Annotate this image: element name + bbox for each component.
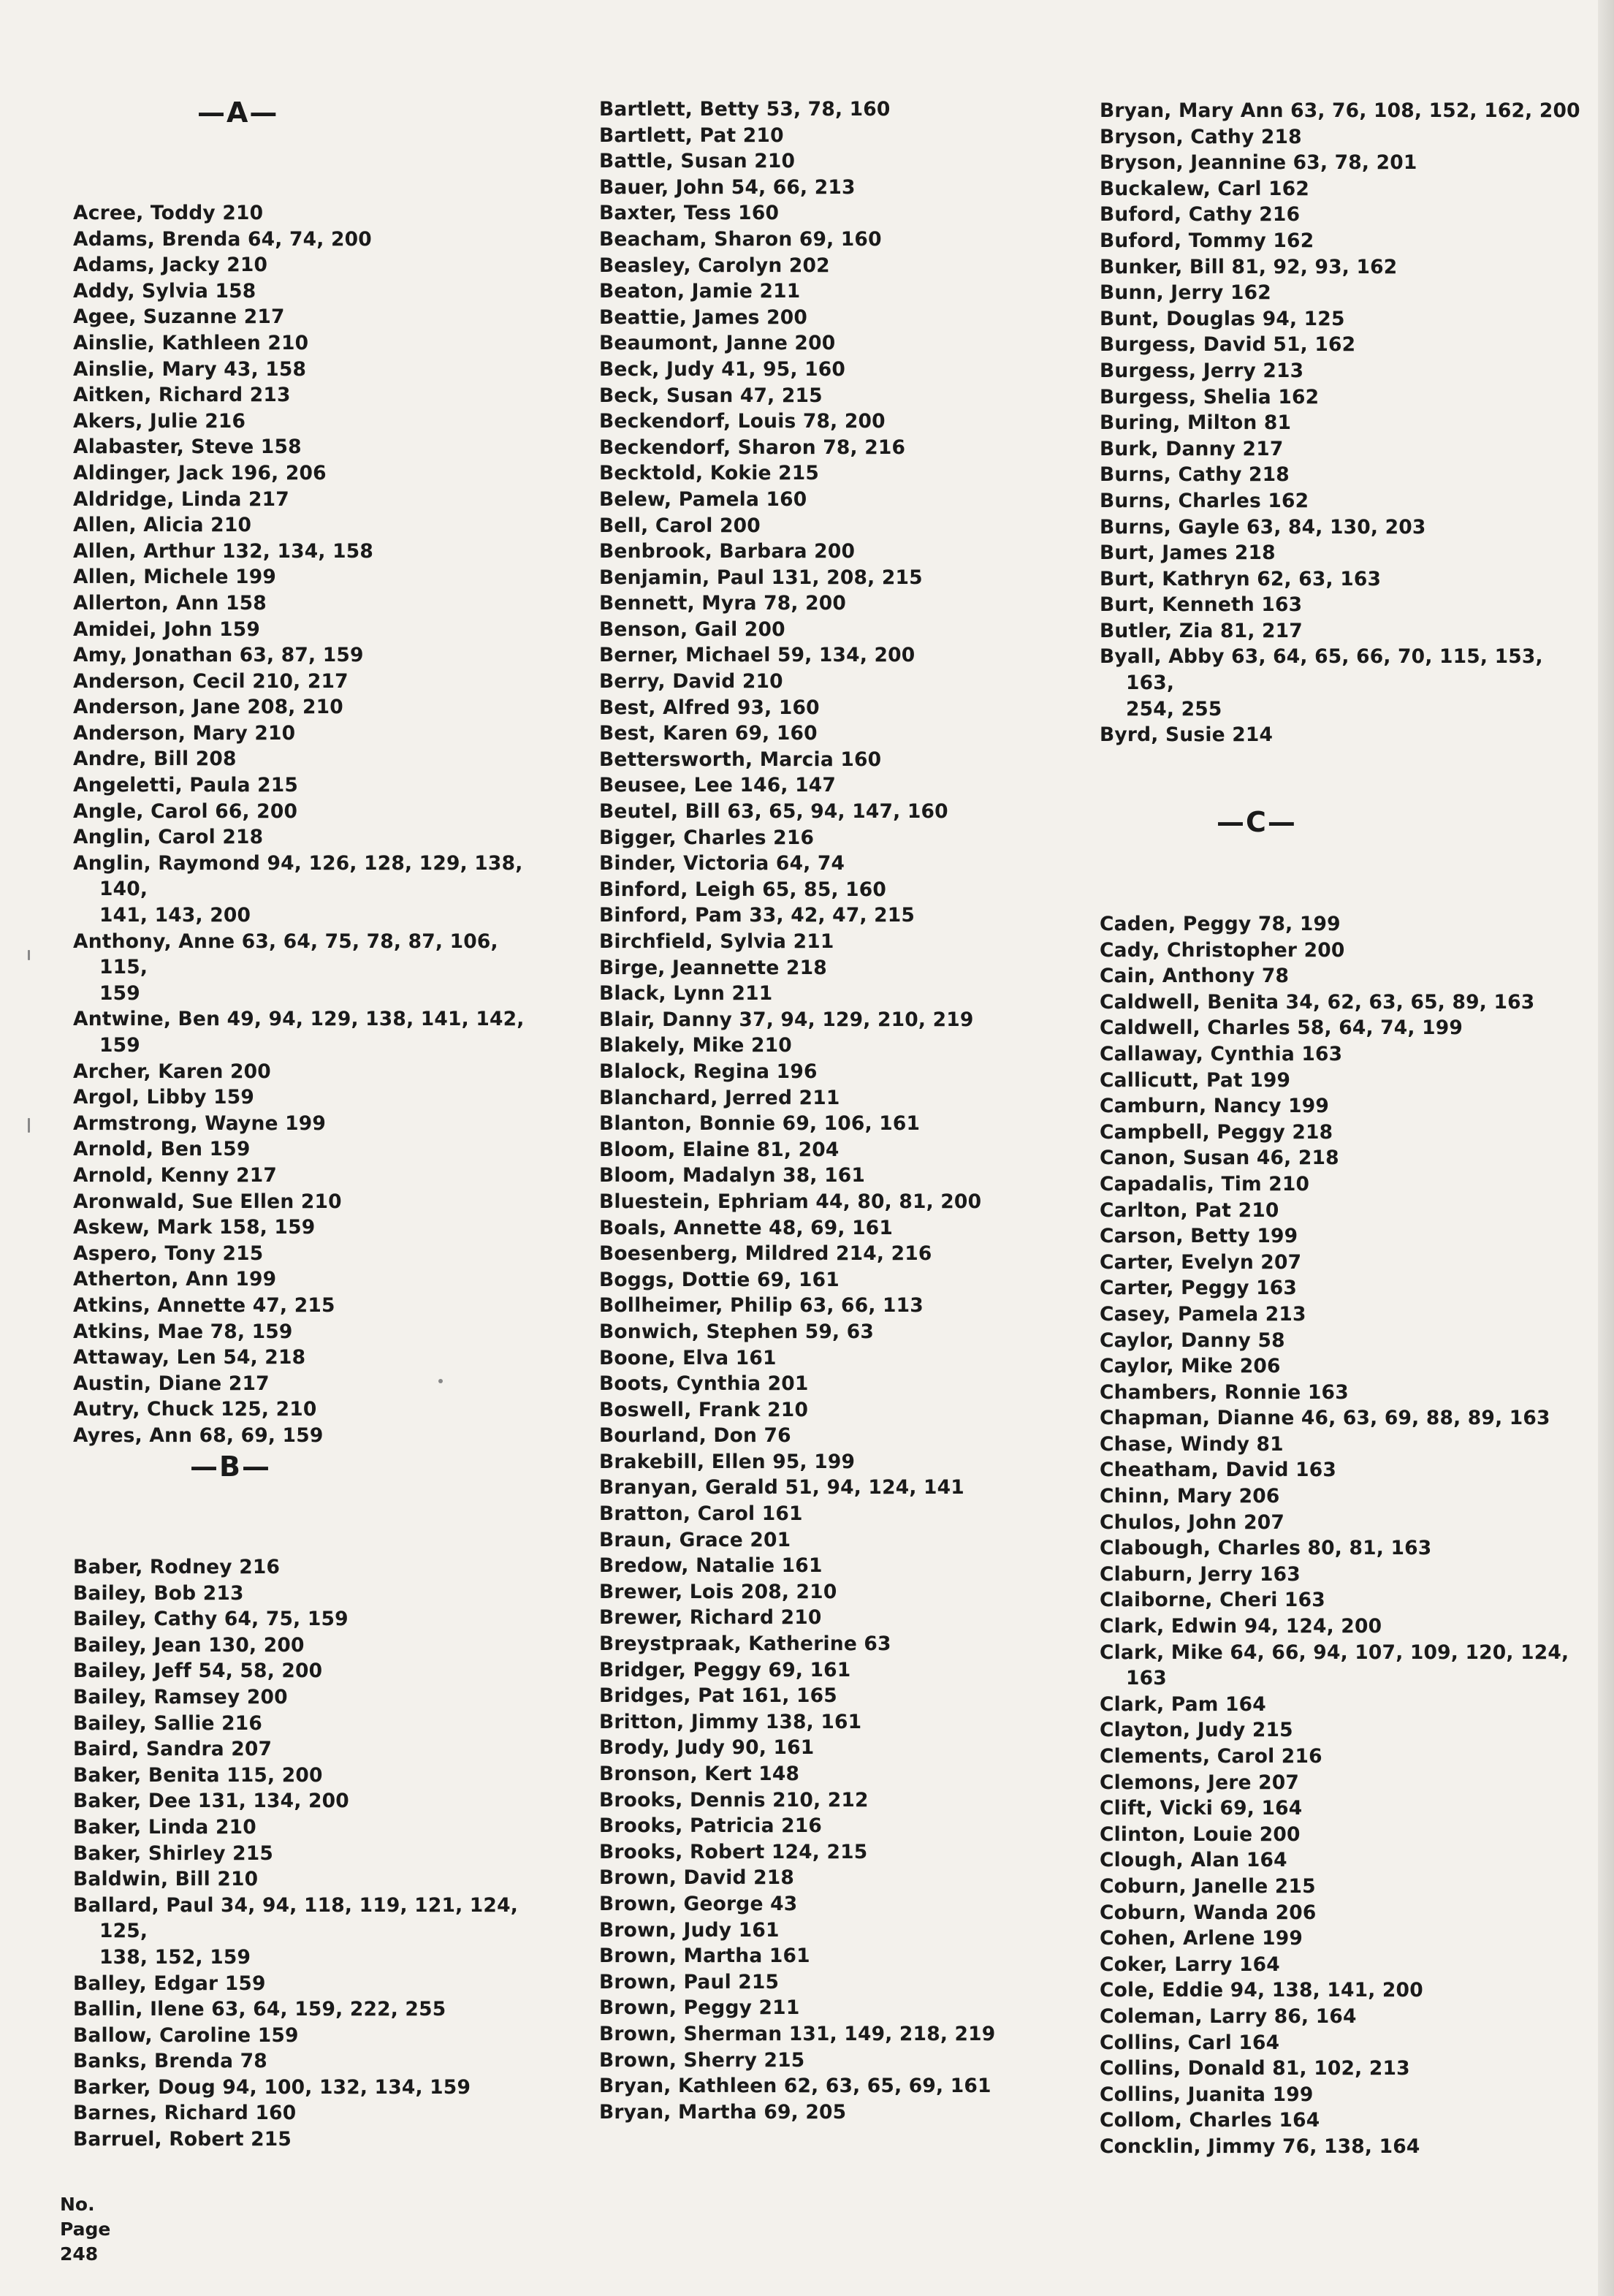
index-entry: Coker, Larry 164 <box>1100 1953 1280 1976</box>
index-entry: Burt, Kenneth 163 <box>1100 593 1303 617</box>
index-entry: Bailey, Bob 213 <box>73 1581 244 1605</box>
index-entry: Butler, Zia 81, 217 <box>1100 619 1303 642</box>
index-entry: Aldridge, Linda 217 <box>73 487 289 511</box>
index-entry: Anderson, Jane 208, 210 <box>73 696 343 719</box>
index-entry: Bronson, Kert 148 <box>599 1763 800 1785</box>
index-entry: Brown, George 43 <box>599 1892 798 1915</box>
index-entry: Bryson, Jeannine 63, 78, 201 <box>1100 151 1417 175</box>
index-entry: Angle, Carol 66, 200 <box>73 799 298 823</box>
index-entry: Bredow, Natalie 161 <box>599 1554 823 1578</box>
index-entry: Benson, Gail 200 <box>599 617 785 641</box>
index-entry: Binford, Pam 33, 42, 47, 215 <box>599 904 916 927</box>
index-entry: Brooks, Dennis 210, 212 <box>599 1788 869 1812</box>
scan-speck <box>28 950 30 960</box>
index-entry: Barnes, Richard 160 <box>73 2102 297 2125</box>
index-entry: Ballow, Caroline 159 <box>73 2023 299 2047</box>
index-entry: Beacham, Sharon 69, 160 <box>599 227 882 251</box>
index-entry: Chulos, John 207 <box>1100 1510 1285 1534</box>
index-entry: Adams, Jacky 210 <box>73 254 268 277</box>
index-entry: Becktold, Kokie 215 <box>599 462 820 485</box>
index-entry: Blair, Danny 37, 94, 129, 210, 219 <box>599 1008 974 1031</box>
index-entry: Buckalew, Carl 162 <box>1100 177 1310 200</box>
index-entry: Capadalis, Tim 210 <box>1100 1172 1310 1195</box>
entry-list <box>73 200 541 1449</box>
index-entry: Amidei, John 159 <box>73 617 261 641</box>
index-entry: Brown, Martha 161 <box>599 1945 810 1968</box>
index-entry: Baxter, Tess 160 <box>599 202 780 225</box>
index-entry: Allen, Alicia 210 <box>73 514 252 537</box>
index-entry: Bailey, Jean 130, 200 <box>73 1633 305 1657</box>
index-entry: Anthony, Anne 63, 64, 75, 78, 87, 106, 115, 159 <box>73 930 498 1005</box>
index-entry: Binder, Victoria 64, 74 <box>599 852 845 875</box>
index-entry: Andre, Bill 208 <box>73 748 237 771</box>
index-entry: Bunker, Bill 81, 92, 93, 162 <box>1100 255 1398 278</box>
index-entry: Caylor, Danny 58 <box>1100 1328 1285 1352</box>
index-entry: Bunn, Jerry 162 <box>1100 281 1271 305</box>
index-entry: Brewer, Richard 210 <box>599 1606 822 1630</box>
index-entry: Beckendorf, Louis 78, 200 <box>599 410 886 433</box>
index-entry: Benbrook, Barbara 200 <box>599 540 856 563</box>
index-entry: Baker, Benita 115, 200 <box>73 1763 323 1787</box>
index-entry: Caldwell, Benita 34, 62, 63, 65, 89, 163 <box>1100 990 1535 1014</box>
index-entry: Blalock, Regina 196 <box>599 1060 818 1083</box>
index-entry: Black, Lynn 211 <box>599 982 773 1006</box>
index-entry: Addy, Sylvia 158 <box>73 279 256 303</box>
index-entry: Birchfield, Sylvia 211 <box>599 930 834 953</box>
index-entry: Brooks, Robert 124, 215 <box>599 1840 868 1863</box>
scan-speck <box>28 1118 30 1133</box>
index-entry: Balley, Edgar 159 <box>73 1972 266 1995</box>
index-entry: Burt, Kathryn 62, 63, 163 <box>1100 567 1382 590</box>
index-entry: Carter, Evelyn 207 <box>1100 1250 1302 1274</box>
index-entry: Bartlett, Betty 53, 78, 160 <box>599 98 891 121</box>
index-entry: Clark, Edwin 94, 124, 200 <box>1100 1615 1382 1638</box>
index-entry: Best, Karen 69, 160 <box>599 722 818 745</box>
index-entry: Angeletti, Paula 215 <box>73 774 299 797</box>
index-entry: Beasley, Carolyn 202 <box>599 254 830 277</box>
page-number-block <box>60 2192 110 2267</box>
index-entry: Bryan, Kathleen 62, 63, 65, 69, 161 <box>599 2075 991 2098</box>
index-entry: Beckendorf, Sharon 78, 216 <box>599 436 906 459</box>
index-entry: Beck, Judy 41, 95, 160 <box>599 357 846 381</box>
index-entry: Carson, Betty 199 <box>1100 1225 1298 1248</box>
index-entry: Clough, Alan 164 <box>1100 1849 1287 1872</box>
index-entry: Byall, Abby 63, 64, 65, 66, 70, 115, 153, 163, 254, 255 <box>1100 645 1543 721</box>
index-entry: Allerton, Ann 158 <box>73 591 267 615</box>
index-entry: Cain, Anthony 78 <box>1100 965 1290 988</box>
index-entry: Clayton, Judy 215 <box>1100 1719 1293 1742</box>
index-entry: Amy, Jonathan 63, 87, 159 <box>73 644 364 667</box>
index-entry: Acree, Toddy 210 <box>73 202 264 224</box>
index-entry: Chambers, Ronnie 163 <box>1100 1380 1349 1404</box>
index-entry: Brown, Judy 161 <box>599 1918 780 1942</box>
index-entry: Bluestein, Ephriam 44, 80, 81, 200 <box>599 1190 982 1213</box>
index-entry: Caylor, Mike 206 <box>1100 1355 1281 1378</box>
index-entry: Beattie, James 200 <box>599 305 807 329</box>
index-entry: Baker, Linda 210 <box>73 1815 256 1839</box>
entry-list <box>1100 98 1596 748</box>
page-number: 248 <box>60 2243 99 2265</box>
index-entry: Boots, Cynthia 201 <box>599 1372 809 1396</box>
index-entry: Baber, Rodney 216 <box>73 1556 281 1578</box>
index-entry: Camburn, Nancy 199 <box>1100 1095 1330 1118</box>
index-entry: Archer, Karen 200 <box>73 1060 271 1083</box>
index-entry: Burns, Gayle 63, 84, 130, 203 <box>1100 515 1426 539</box>
index-entry: Bloom, Elaine 81, 204 <box>599 1138 840 1161</box>
index-entry: Barruel, Robert 215 <box>73 2128 292 2151</box>
index-entry: Clark, Pam 164 <box>1100 1692 1266 1716</box>
index-entry: Callicutt, Pat 199 <box>1100 1068 1291 1092</box>
index-entry: Askew, Mark 158, 159 <box>73 1216 316 1239</box>
index-entry: Carter, Peggy 163 <box>1100 1277 1298 1300</box>
index-entry: Bryan, Mary Ann 63, 76, 108, 152, 162, 200 <box>1100 99 1580 122</box>
index-entry: Blanton, Bonnie 69, 106, 161 <box>599 1112 921 1136</box>
index-entry: Anderson, Mary 210 <box>73 721 296 745</box>
index-entry: Blanchard, Jerred 211 <box>599 1086 840 1109</box>
index-entry: Blakely, Mike 210 <box>599 1034 792 1057</box>
index-entry: Bailey, Sallie 216 <box>73 1711 263 1735</box>
section-heading: —A— <box>197 96 279 129</box>
index-entry: Battle, Susan 210 <box>599 150 796 173</box>
index-entry: Anglin, Carol 218 <box>73 826 264 849</box>
index-entry: Chapman, Dianne 46, 63, 69, 88, 89, 163 <box>1100 1407 1550 1430</box>
index-entry: Best, Alfred 93, 160 <box>599 696 820 719</box>
footer-no-label: No. <box>60 2194 95 2215</box>
index-entry: Bloom, Madalyn 38, 161 <box>599 1164 866 1187</box>
index-entry: Beutel, Bill 63, 65, 94, 147, 160 <box>599 800 948 824</box>
footer-page-label: Page <box>60 2219 111 2240</box>
index-entry: Collins, Juanita 199 <box>1100 2083 1314 2106</box>
index-entry: Burk, Danny 217 <box>1100 437 1284 460</box>
index-entry: Brown, Sherman 131, 149, 218, 219 <box>599 2022 996 2045</box>
index-entry: Caden, Peggy 78, 199 <box>1100 913 1341 935</box>
index-entry: Cole, Eddie 94, 138, 141, 200 <box>1100 1979 1423 2002</box>
index-entry: Atkins, Mae 78, 159 <box>73 1320 293 1343</box>
index-entry: Belew, Pamela 160 <box>599 487 807 511</box>
index-entry: Claiborne, Cheri 163 <box>1100 1589 1325 1612</box>
index-entry: Beusee, Lee 146, 147 <box>599 774 837 797</box>
section-heading: —C— <box>1217 806 1297 838</box>
index-entry: Binford, Leigh 65, 85, 160 <box>599 878 887 901</box>
index-entry: Anderson, Cecil 210, 217 <box>73 669 349 693</box>
index-entry: Brooks, Patricia 216 <box>599 1814 822 1838</box>
index-entry: Bartlett, Pat 210 <box>599 123 784 147</box>
index-entry: Bunt, Douglas 94, 125 <box>1100 307 1345 330</box>
index-entry: Benjamin, Paul 131, 208, 215 <box>599 566 923 589</box>
index-entry: Atherton, Ann 199 <box>73 1268 277 1291</box>
index-entry: Coleman, Larry 86, 164 <box>1100 2004 1357 2028</box>
index-entry: Austin, Diane 217 <box>73 1372 270 1395</box>
index-entry: Bettersworth, Marcia 160 <box>599 748 882 771</box>
index-entry: Agee, Suzanne 217 <box>73 305 285 329</box>
index-entry: Caldwell, Charles 58, 64, 74, 199 <box>1100 1016 1463 1040</box>
index-entry: Clinton, Louie 200 <box>1100 1822 1301 1846</box>
index-entry: Collins, Donald 81, 102, 213 <box>1100 2057 1410 2080</box>
index-entry: Burgess, David 51, 162 <box>1100 333 1356 357</box>
index-entry: Boggs, Dottie 69, 161 <box>599 1268 840 1291</box>
index-entry: Bonwich, Stephen 59, 63 <box>599 1320 874 1343</box>
index-entry: Brewer, Lois 208, 210 <box>599 1580 837 1603</box>
index-entry: Ballard, Paul 34, 94, 118, 119, 121, 124, 125, 138, 152, 159 <box>73 1893 518 1969</box>
index-entry: Bauer, John 54, 66, 213 <box>599 175 856 199</box>
index-entry: Berry, David 210 <box>599 670 783 693</box>
index-entry: Branyan, Gerald 51, 94, 124, 141 <box>599 1476 964 1499</box>
index-entry: Bryson, Cathy 218 <box>1100 125 1302 148</box>
index-entry: Burgess, Shelia 162 <box>1100 385 1320 408</box>
index-entry: Brakebill, Ellen 95, 199 <box>599 1450 856 1473</box>
index-entry: Brown, David 218 <box>599 1866 795 1890</box>
index-entry: Baldwin, Bill 210 <box>73 1868 259 1891</box>
index-entry: Beaumont, Janne 200 <box>599 332 836 355</box>
index-entry: Arnold, Kenny 217 <box>73 1163 277 1187</box>
index-entry: Bollheimer, Philip 63, 66, 113 <box>599 1294 924 1318</box>
index-entry: Claburn, Jerry 163 <box>1100 1562 1301 1586</box>
index-entry: Argol, Libby 159 <box>73 1086 255 1109</box>
index-entry: Baird, Sandra 207 <box>73 1738 273 1761</box>
index-entry: Adams, Brenda 64, 74, 200 <box>73 227 372 251</box>
index-entry: Callaway, Cynthia 163 <box>1100 1042 1343 1065</box>
index-entry: Casey, Pamela 213 <box>1100 1302 1306 1326</box>
index-entry: Chinn, Mary 206 <box>1100 1485 1280 1508</box>
index-entry: Bailey, Ramsey 200 <box>73 1685 288 1708</box>
index-entry: Collins, Carl 164 <box>1100 2031 1280 2054</box>
index-entry: Clemons, Jere 207 <box>1100 1771 1300 1794</box>
page-edge <box>1598 0 1614 2296</box>
index-entry: Allen, Michele 199 <box>73 566 277 589</box>
index-entry: Cohen, Arlene 199 <box>1100 1927 1303 1950</box>
index-entry: Breystpraak, Katherine 63 <box>599 1632 891 1656</box>
index-entry: Bennett, Myra 78, 200 <box>599 592 847 615</box>
index-entry: Berner, Michael 59, 134, 200 <box>599 644 916 667</box>
index-entry: Atkins, Annette 47, 215 <box>73 1293 335 1317</box>
index-entry: Burns, Cathy 218 <box>1100 463 1290 487</box>
index-entry: Brody, Judy 90, 161 <box>599 1736 815 1760</box>
index-entry: Anglin, Raymond 94, 126, 128, 129, 138, 140, 141, 143, 200 <box>73 851 523 927</box>
index-entry: Bridges, Pat 161, 165 <box>599 1684 837 1708</box>
index-entry: Clift, Vicki 69, 164 <box>1100 1797 1303 1820</box>
index-entry: Aitken, Richard 213 <box>73 384 291 407</box>
index-entry: Brown, Paul 215 <box>599 1970 780 1993</box>
index-entry: Beck, Susan 47, 215 <box>599 384 823 407</box>
index-entry: Coburn, Janelle 215 <box>1100 1874 1316 1898</box>
index-entry: Carlton, Pat 210 <box>1100 1198 1279 1222</box>
index-entry: Clark, Mike 64, 66, 94, 107, 109, 120, 124, 163 <box>1100 1641 1569 1690</box>
index-entry: Canon, Susan 46, 218 <box>1100 1147 1339 1170</box>
index-entry: Arnold, Ben 159 <box>73 1138 251 1161</box>
index-entry: Britton, Jimmy 138, 161 <box>599 1710 862 1733</box>
section-heading: —B— <box>190 1451 271 1483</box>
index-entry: Akers, Julie 216 <box>73 409 246 433</box>
index-entry: Allen, Arthur 132, 134, 158 <box>73 539 374 563</box>
index-entry: Collom, Charles 164 <box>1100 2109 1320 2132</box>
index-entry: Boswell, Frank 210 <box>599 1398 809 1421</box>
scan-speck <box>438 1379 443 1383</box>
entry-list <box>599 96 1067 2125</box>
index-entry: Bailey, Jeff 54, 58, 200 <box>73 1660 323 1683</box>
index-entry: Campbell, Peggy 218 <box>1100 1120 1333 1144</box>
index-entry: Burgess, Jerry 213 <box>1100 359 1304 382</box>
index-entry: Clabough, Charles 80, 81, 163 <box>1100 1537 1432 1560</box>
index-entry: Aldinger, Jack 196, 206 <box>73 461 327 484</box>
index-entry: Bryan, Martha 69, 205 <box>599 2100 847 2124</box>
index-entry: Buring, Milton 81 <box>1100 411 1292 435</box>
index-entry: Birge, Jeannette 218 <box>599 956 827 979</box>
index-entry: Ainslie, Mary 43, 158 <box>73 357 307 381</box>
index-entry: Aronwald, Sue Ellen 210 <box>73 1190 342 1213</box>
entry-list <box>1100 911 1596 2160</box>
index-entry: Ballin, Ilene 63, 64, 159, 222, 255 <box>73 1998 446 2021</box>
index-entry: Boals, Annette 48, 69, 161 <box>599 1216 894 1239</box>
index-entry: Bailey, Cathy 64, 75, 159 <box>73 1608 349 1631</box>
index-entry: Clements, Carol 216 <box>1100 1745 1322 1768</box>
index-entry: Boesenberg, Mildred 214, 216 <box>599 1242 932 1266</box>
index-entry: Attaway, Len 54, 218 <box>73 1346 306 1369</box>
index-entry: Concklin, Jimmy 76, 138, 164 <box>1100 2135 1420 2158</box>
entry-list <box>73 1554 541 2153</box>
index-entry: Cady, Christopher 200 <box>1100 938 1345 962</box>
index-entry: Brown, Sherry 215 <box>599 2048 805 2072</box>
index-entry: Banks, Brenda 78 <box>73 2050 267 2073</box>
index-entry: Buford, Cathy 216 <box>1100 203 1301 227</box>
index-entry: Bourland, Don 76 <box>599 1424 791 1448</box>
index-entry: Chase, Windy 81 <box>1100 1432 1284 1456</box>
index-entry: Alabaster, Steve 158 <box>73 436 302 459</box>
index-entry: Bridger, Peggy 69, 161 <box>599 1658 851 1681</box>
index-entry: Aspero, Tony 215 <box>73 1242 264 1265</box>
index-entry: Autry, Chuck 125, 210 <box>73 1398 317 1421</box>
index-entry: Boone, Elva 161 <box>599 1346 777 1369</box>
index-entry: Bell, Carol 200 <box>599 514 761 537</box>
index-entry: Barker, Doug 94, 100, 132, 134, 159 <box>73 2075 471 2099</box>
index-entry: Burt, James 218 <box>1100 541 1276 565</box>
index-entry: Braun, Grace 201 <box>599 1528 791 1551</box>
index-entry: Brown, Peggy 211 <box>599 1996 800 2020</box>
index-entry: Beaton, Jamie 211 <box>599 280 801 303</box>
index-entry: Bratton, Carol 161 <box>599 1502 803 1526</box>
index-entry: Coburn, Wanda 206 <box>1100 1901 1317 1924</box>
index-entry: Antwine, Ben 49, 94, 129, 138, 141, 142, 159 <box>73 1008 525 1057</box>
index-entry: Ayres, Ann 68, 69, 159 <box>73 1423 324 1447</box>
index-entry: Baker, Dee 131, 134, 200 <box>73 1790 349 1813</box>
index-entry: Baker, Shirley 215 <box>73 1841 274 1865</box>
index-entry: Burns, Charles 162 <box>1100 489 1309 512</box>
index-entry: Ainslie, Kathleen 210 <box>73 331 309 354</box>
index-entry: Byrd, Susie 214 <box>1100 723 1274 747</box>
index-entry: Buford, Tommy 162 <box>1100 229 1314 252</box>
index-entry: Cheatham, David 163 <box>1100 1459 1337 1482</box>
index-entry: Bigger, Charles 216 <box>599 826 815 849</box>
index-entry: Armstrong, Wayne 199 <box>73 1111 327 1135</box>
